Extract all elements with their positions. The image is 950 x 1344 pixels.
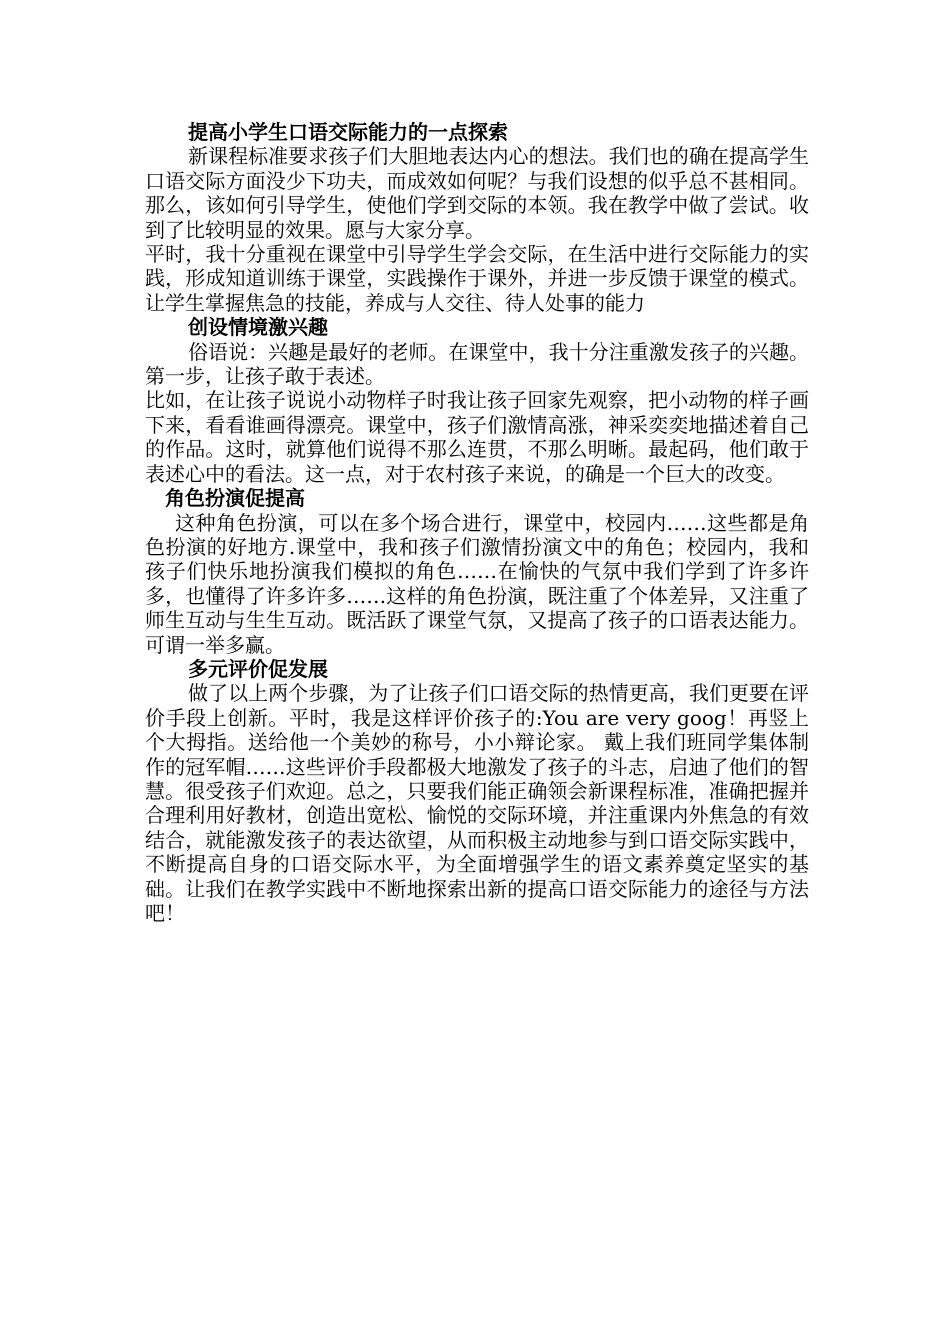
document-body (145, 120, 809, 925)
section-heading-roleplay: 角色扮演促提高 (165, 486, 305, 511)
section-situation-paragraph-2: 比如，在让孩子说说小动物样子时我让孩子回家先观察，把小动物的样子画下来，看看谁画得漂亮。课堂中，孩子们激情高涨，神采奕奕地描述着自己的作品。这时，就算他们说得不那么连贯，不那么明晰。最起码，他们敢于表述心中的看法。这一点，对于农村孩子来说，的确是一个巨大的改变。 (145, 388, 809, 486)
section-heading-evaluation: 多元评价促发展 (188, 656, 328, 681)
practice-paragraph: 平时，我十分重视在课堂中引导学生学会交际，在生活中进行交际能力的实践，形成知道训练于课堂，实践操作于课外，并进一步反馈于课堂的模式。让学生掌握焦急的技能，养成与人交往、待人处事的能力 (145, 242, 809, 315)
document-title: 提高小学生口语交际能力的一点探索 (188, 120, 508, 144)
section-heading-situation: 创设情境激兴趣 (188, 315, 328, 340)
section-situation-paragraph-1: 俗语说：兴趣是最好的老师。在课堂中，我十分注重激发孩子的兴趣。第一步，让孩子敢于表述。 (145, 339, 809, 389)
section-roleplay-paragraph: 这种角色扮演，可以在多个场合进行，课堂中，校园内……这些都是角色扮演的好地方.课堂中，我和孩子们激情扮演文中的角色；校园内，我和孩子们快乐地扮演我们模拟的角色……在愉快的气氛中我们学到了许多许多，也懂得了许多许多……这样的角色扮演，既注重了个体差异，又注重了师生互动与生生互动。既活跃了课堂气氛，又提高了孩子的口语表达能力。可谓一举多赢。 (145, 510, 809, 657)
section-evaluation-paragraph: 做了以上两个步骤，为了让孩子们口语交际的热情更高，我们更要在评价手段上创新。平时，我是这样评价孩子的:You are very goog！再竖上个大拇指。送给他一个美妙的称号，小小辩论家。 戴上我们班同学集体制作的冠军帽……这些评价手段都极大地激发了孩子的斗志，启迪了他们的智慧。很受孩子们欢迎。总之，只要我们能正确领会新课程标准，准确把握并合理利用好教材，创造出宽松、愉悦的交际环境，并注重课内外焦急的有效结合，就能激发孩子的表达欲望，从而积极主动地参与到口语交际实践中，不断提高自身的口语交际水平，为全面增强学生的语文素养奠定坚实的基础。让我们在教学实践中不断地探索出新的提高口语交际能力的途径与方法吧！ (145, 681, 809, 925)
intro-paragraph: 新课程标准要求孩子们大胆地表达内心的想法。我们也的确在提高学生口语交际方面没少下功夫，而成效如何呢？与我们设想的似乎总不甚相同。那么，该如何引导学生，使他们学到交际的本领。我在教学中做了尝试。收到了比较明显的效果。愿与大家分享。 (145, 144, 809, 242)
